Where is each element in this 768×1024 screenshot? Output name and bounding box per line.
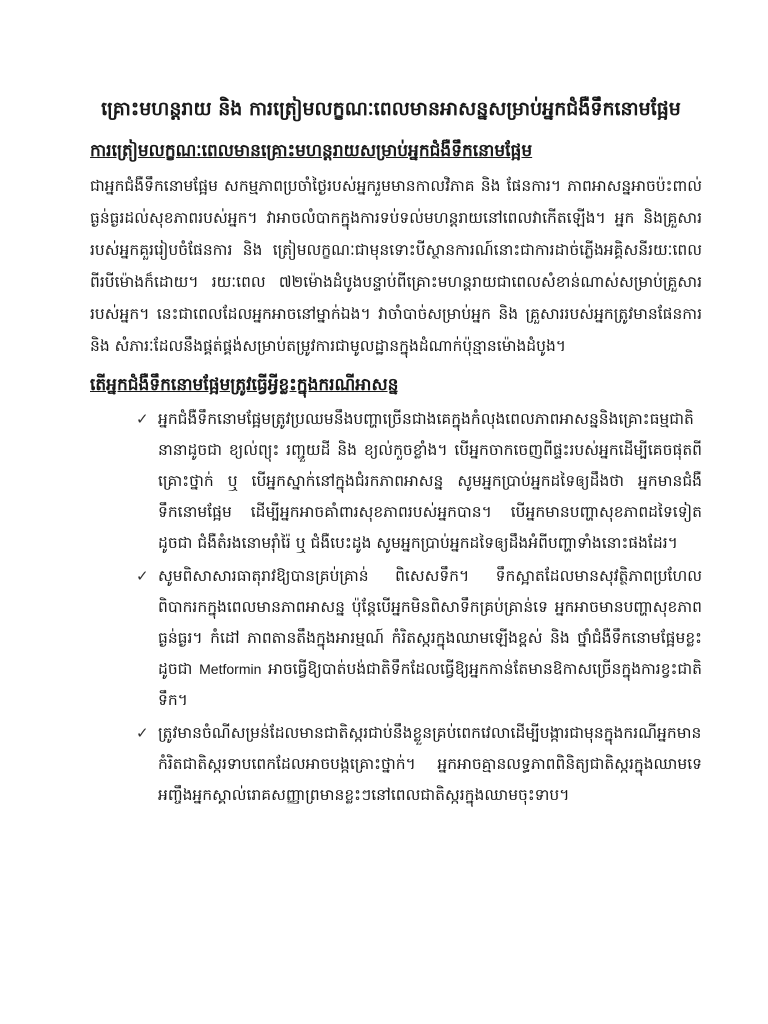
- list-item-text-before: សូមពិសាសារធាតុរាវឱ្យបានគ្រប់គ្រាន់ ពិសេសទឹក។ ទឹកស្អាតដែលមានសុវត្ថិភាពប្រហែលពិបាករកក្នុងពេលមានភាពអាសន្ន ប៉ុន្តែបើអ្នកមិនពិសាទឹកគ្រប់គ្រាន់ទេ អ្នកអាចមានបញ្ហាសុខភាពធ្ងន់ធ្ងរ។ កំដៅ ភាពតានតឹងក្នុងអារម្មណ៍ កំរិតស្ករក្នុងឈាមឡើងខ្ពស់ និង ថ្នាំជំងឺទឹកនោមផ្អែមខ្លះ ដូចជា: [158, 567, 702, 678]
- intro-paragraph: ជាអ្នកជំងឺទឹកនោមផ្អែម សកម្មភាពប្រចាំថ្ងៃរបស់អ្នករួមមានកាលវិភាគ និង ផែនការ។ ភាពអាសន្នអាចប៉ះពាល់ធ្ងន់ធ្ងរដល់សុខភាពរបស់អ្នក។ វាអាចលំបាកក្នុងការទប់ទល់មហន្តរាយនៅពេលវាកើតឡើង។ អ្នក និងគ្រួសាររបស់អ្នកគួររៀបចំផែនការ និង ត្រៀមលក្ខណៈជាមុនទោះបីស្ថានការណ៍នោះជាការដាច់ភ្លើងអគ្គិសនីរយៈពេលពីរបីម៉ោងក៏ដោយ។ រយៈពេល ៧២ម៉ោងដំបូងបន្ទាប់ពីគ្រោះមហន្តរាយជាពេលសំខាន់ណាស់សម្រាប់គ្រួសាររបស់អ្នក។ នេះជាពេលដែលអ្នកអាចនៅម្នាក់ឯង។ វាចាំបាច់សម្រាប់អ្នក និង គ្រួសាររបស់អ្នកត្រូវមានផែនការ និង សំភារៈដែលនឹងផ្គត់ផ្គង់សម្រាប់តម្រូវការជាមូលដ្ឋានក្នុងដំណាក់ប៉ុន្មានម៉ោងដំបូង។: [90, 177, 702, 355]
- list-item-text: អ្នកជំងឺទឹកនោមផ្អែមត្រូវប្រឈមនឹងបញ្ហាច្រើនជាងគេក្នុងកំលុងពេលភាពអាសន្ននិងគ្រោះធម្មជាតិនានាដូចជា ខ្យល់ព្យុះ រញ្ជួយដី និង ខ្យល់កួចខ្លាំង។ បើអ្នកចាកចេញពីផ្ទះរបស់អ្នកដើម្បីគេចផុតពីគ្រោះថ្នាក់ ឬ បើអ្នកស្នាក់នៅក្នុងជំរកភាពអាសន្ន សូមអ្នកប្រាប់អ្នកដទៃឲ្យដឹងថា អ្នកមានជំងឺទឹកនោមផ្អែម ដើម្បីអ្នកអាចគាំពារសុខភាពរបស់អ្នកបាន។ បើអ្នកមានបញ្ហាសុខភាពដទៃទៀត ដូចជា ជំងឺតំរងនោមរ៉ាំរ៉ៃ ឬ ជំងឺបេះដូង សូមអ្នកប្រាប់អ្នកដទៃឲ្យដឹងអំពីបញ្ហាទាំងនោះផងដែរ។: [158, 410, 702, 552]
- check-icon: ✓: [136, 567, 149, 585]
- list-item-text-after: អាចធ្វើឱ្យបាត់បង់ជាតិទឹកដែលធ្វើឱ្យអ្នកកាន់តែមានឱកាសច្រើនក្នុងការខ្វះជាតិទឹក។: [158, 660, 702, 709]
- drug-name: Metformin: [199, 661, 262, 677]
- check-icon: ✓: [136, 724, 149, 742]
- check-icon: ✓: [136, 410, 149, 428]
- list-item: [136, 404, 702, 559]
- page-title: គ្រោះមហន្តរាយ និង ការត្រៀមលក្ខណៈពេលមានអាសន្នសម្រាប់អ្នកជំងឺទឹកនោមផ្អែម: [101, 98, 681, 120]
- section-heading-preparedness: ការត្រៀមលក្ខណៈពេលមានគ្រោះមហន្តរាយសម្រាប់អ្នកជំងឺទឹកនោមផ្អែម: [90, 141, 533, 161]
- checklist: [90, 404, 702, 811]
- list-item: [136, 561, 702, 716]
- list-item: [136, 718, 702, 811]
- list-item-text: ត្រូវមានចំណីសម្រន់ដែលមានជាតិស្ករជាប់នឹងខ្លួនគ្រប់ពេកវេលាដើម្បីបង្ការជាមុនក្នុងករណីអ្នកមានកំរិតជាតិស្ករទាបពេកដែលអាចបង្កគ្រោះថ្នាក់។ អ្នកអាចគ្មានលទ្ធភាពពិនិត្យជាតិស្ករក្នុងឈាមទេ អញ្ចឹងអ្នកស្គាល់រោគសញ្ញាព្រមានខ្លះៗនៅពេលជាតិស្ករក្នុងឈាមចុះទាប។: [158, 724, 702, 804]
- section-heading-what-to-do: តើអ្នកជំងឺទឹកនោមផ្អែមត្រូវធ្វើអ្វីខ្លះក្នុងករណីអាសន្ន: [90, 375, 399, 395]
